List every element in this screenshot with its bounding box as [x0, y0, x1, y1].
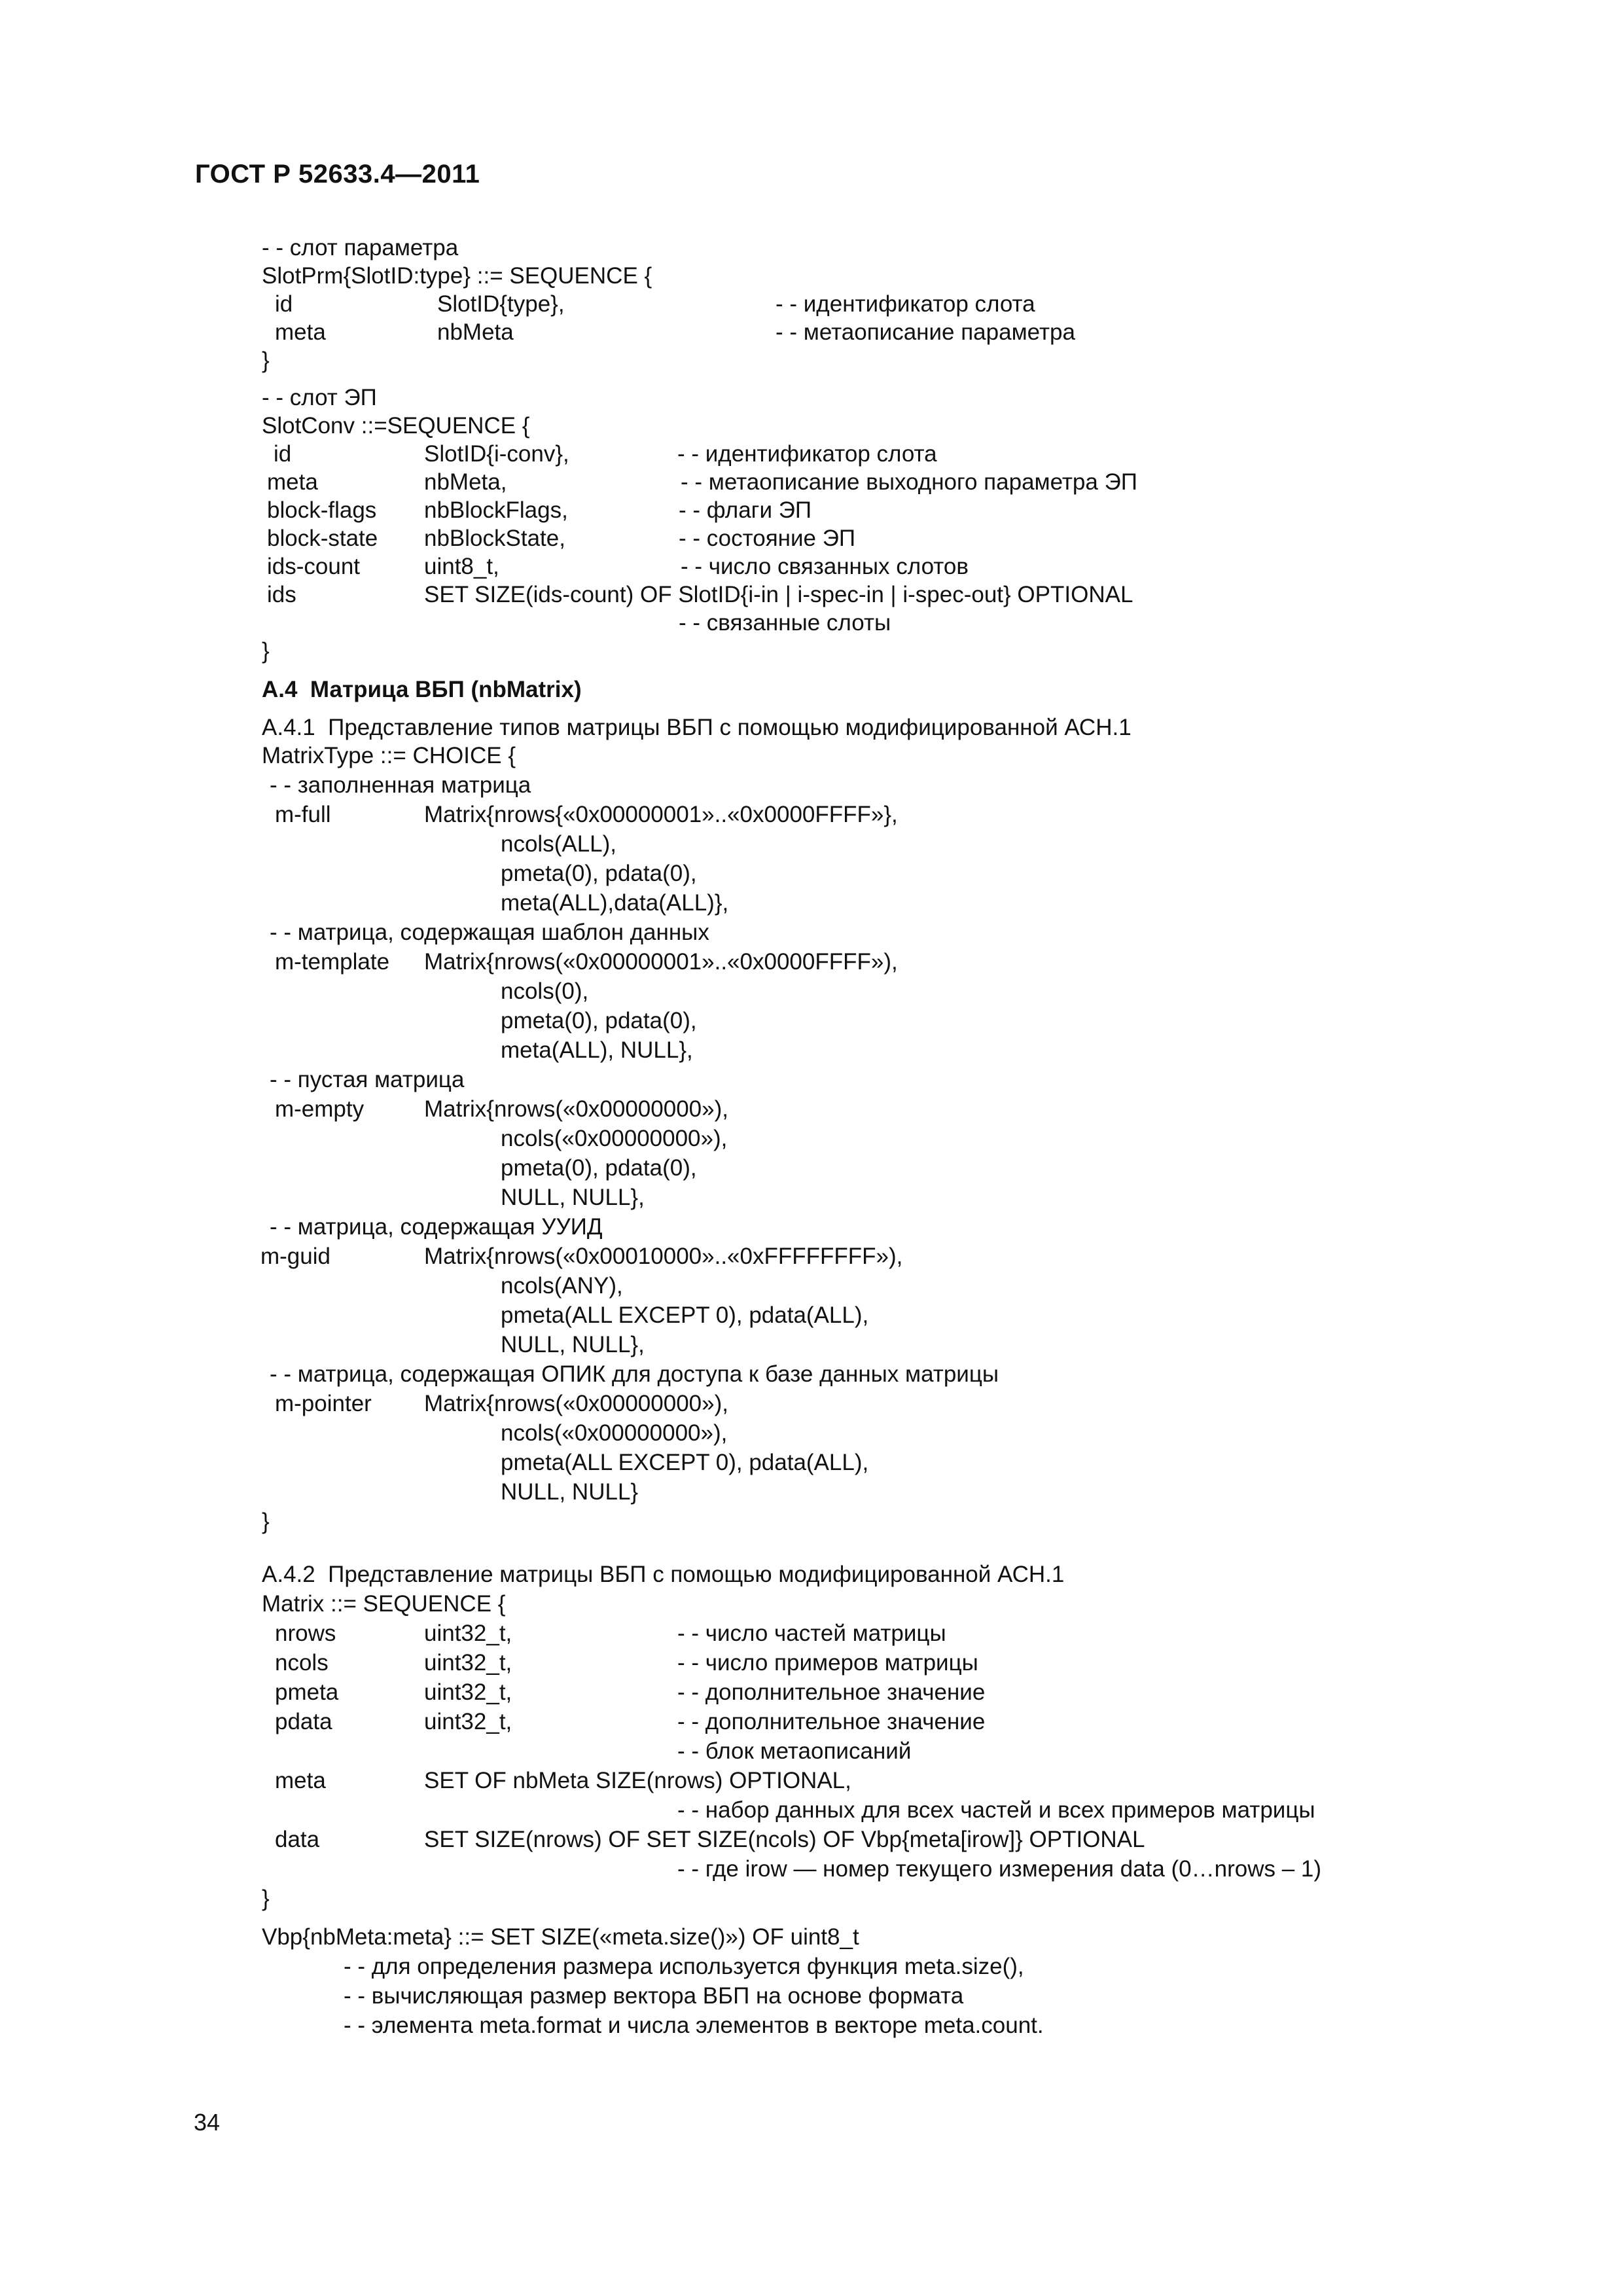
- listing-text: pmeta(ALL EXCEPT 0), pdata(ALL),: [501, 1302, 869, 1328]
- listing-text: - - флаги ЭП: [679, 497, 812, 523]
- listing-text: meta: [267, 469, 318, 495]
- listing-line: [0, 384, 1623, 412]
- listing-text: - - идентификатор слота: [776, 291, 1035, 317]
- listing-text: - - матрица, содержащая УУИД: [270, 1214, 603, 1240]
- listing-text: - - где irow — номер текущего измерения data (0…nrows – 1): [677, 1856, 1322, 1882]
- listing-line: [0, 1507, 1623, 1536]
- listing-text: nbBlockState,: [424, 526, 565, 551]
- listing-line: [0, 496, 1623, 525]
- listing-text: - - метаописание выходного параметра ЭП: [681, 469, 1137, 495]
- listing-text: meta(ALL),data(ALL)},: [501, 890, 729, 916]
- listing-line: [0, 524, 1623, 553]
- listing-text: ncols(ANY),: [501, 1273, 623, 1299]
- listing-line: [0, 830, 1623, 859]
- listing-line: [0, 800, 1623, 829]
- listing-line: [0, 1066, 1623, 1094]
- listing-line: [0, 1183, 1623, 1212]
- listing-text: Matrix{nrows(«0x00000001»..«0x0000FFFF»),: [424, 949, 898, 975]
- listing-line: [0, 1331, 1623, 1359]
- listing-text: pmeta(0), pdata(0),: [501, 1008, 697, 1033]
- listing-text: SlotPrm{SlotID:type} ::= SEQUENCE {: [262, 263, 652, 289]
- listing-text: }: [262, 638, 270, 664]
- listing-text: - - матрица, содержащая ОПИК для доступа к базе данных матрицы: [270, 1361, 999, 1387]
- listing-text: pmeta(0), pdata(0),: [501, 861, 697, 886]
- listing-text: }: [262, 1886, 270, 1911]
- listing-line: [0, 318, 1623, 347]
- listing-text: SET SIZE(nrows) OF SET SIZE(ncols) OF Vbp{meta[irow]} OPTIONAL: [424, 1827, 1145, 1852]
- listing-text: SlotID{type},: [437, 291, 565, 317]
- listing-line: [0, 412, 1623, 440]
- listing-text: NULL, NULL}: [501, 1479, 639, 1505]
- listing-text: ids-count: [267, 554, 361, 579]
- listing-line: [0, 1796, 1623, 1825]
- listing-line: [0, 742, 1623, 770]
- listing-text: - - дополнительное значение: [677, 1709, 986, 1734]
- listing-line: [0, 1448, 1623, 1477]
- listing-line: [0, 1390, 1623, 1418]
- listing-text: ncols(«0x00000000»),: [501, 1420, 728, 1446]
- listing-text: - - заполненная матрица: [270, 772, 531, 798]
- listing-text: pmeta(ALL EXCEPT 0), pdata(ALL),: [501, 1450, 869, 1475]
- listing-text: - - элемента meta.format и числа элементов в векторе meta.count.: [344, 2013, 1044, 2038]
- listing-line: [0, 1301, 1623, 1330]
- listing-text: uint32_t,: [424, 1650, 512, 1676]
- listing-line: [0, 771, 1623, 800]
- listing-line: [0, 1649, 1623, 1677]
- listing-line: [0, 262, 1623, 291]
- listing-text: }: [262, 1509, 270, 1534]
- listing-text: - - число примеров матрицы: [677, 1650, 978, 1676]
- listing-line: [0, 977, 1623, 1006]
- listing-line: [0, 440, 1623, 469]
- listing-text: block-state: [267, 526, 378, 551]
- listing-text: m-empty: [275, 1096, 365, 1122]
- listing-text: m-pointer: [275, 1391, 372, 1416]
- listing-text: nbBlockFlags,: [424, 497, 568, 523]
- listing-line: [0, 581, 1623, 609]
- listing-text: data: [275, 1827, 320, 1852]
- listing-text: А.4 Матрица ВБП (nbMatrix): [262, 677, 582, 702]
- listing-text: - - блок метаописаний: [677, 1738, 912, 1764]
- listing-text: А.4.2 Представление матрицы ВБП с помощью модифицированной АСН.1: [262, 1562, 1065, 1587]
- listing-line: [0, 609, 1623, 637]
- listing-line: [0, 1360, 1623, 1389]
- listing-line: [0, 1678, 1623, 1707]
- listing-line: [0, 2011, 1623, 2040]
- listing-line: [0, 1825, 1623, 1854]
- listing-line: [0, 290, 1623, 319]
- listing-text: NULL, NULL},: [501, 1185, 645, 1210]
- listing-text: pmeta: [275, 1679, 339, 1705]
- listing-text: - - матрица, содержащая шаблон данных: [270, 920, 709, 945]
- listing-line: [0, 1737, 1623, 1766]
- listing-line: [0, 918, 1623, 947]
- listing-text: meta(ALL), NULL},: [501, 1037, 693, 1063]
- listing-line: [0, 1154, 1623, 1183]
- listing-text: nrows: [275, 1621, 336, 1646]
- listing-line: [0, 552, 1623, 581]
- listing-text: ncols(«0x00000000»),: [501, 1126, 728, 1151]
- listing-line: [0, 948, 1623, 977]
- listing-text: - - набор данных для всех частей и всех примеров матрицы: [677, 1797, 1315, 1823]
- listing-text: pmeta(0), pdata(0),: [501, 1155, 697, 1181]
- listing-text: ncols(0),: [501, 978, 589, 1004]
- listing-text: - - число частей матрицы: [677, 1621, 946, 1646]
- listing-text: - - слот ЭП: [262, 385, 377, 410]
- listing-line: [0, 1952, 1623, 1981]
- listing-text: NULL, NULL},: [501, 1332, 645, 1357]
- listing-text: id: [274, 441, 292, 467]
- listing-line: [0, 1419, 1623, 1448]
- listing-text: Matrix{nrows(«0x00000000»),: [424, 1096, 728, 1122]
- listing-text: - - для определения размера используется функция meta.size(),: [344, 1954, 1024, 1979]
- listing-line: [0, 1560, 1623, 1589]
- listing-line: [0, 1124, 1623, 1153]
- listing-text: uint8_t,: [424, 554, 499, 579]
- listing-text: m-guid: [260, 1244, 330, 1269]
- listing-line: [0, 234, 1623, 262]
- listing-line: [0, 1767, 1623, 1795]
- section-heading: [0, 675, 1623, 704]
- listing-text: Matrix{nrows{«0x00000001»..«0x0000FFFF»},: [424, 802, 898, 827]
- listing-line: [0, 1982, 1623, 2011]
- listing-text: nbMeta,: [424, 469, 507, 495]
- listing-text: Matrix{nrows(«0x00000000»),: [424, 1391, 728, 1416]
- listing-text: - - состояние ЭП: [679, 526, 856, 551]
- listing-text: uint32_t,: [424, 1709, 512, 1734]
- listing-text: SET SIZE(ids-count) OF SlotID{i-in | i-spec-in | i-spec-out} OPTIONAL: [424, 582, 1133, 607]
- listing-text: - - связанные слоты: [679, 610, 891, 636]
- listing-line: [0, 346, 1623, 375]
- listing-text: id: [275, 291, 293, 317]
- listing-text: pdata: [275, 1709, 332, 1734]
- listing-text: uint32_t,: [424, 1679, 512, 1705]
- listing-text: - - слот параметра: [262, 235, 459, 260]
- listing-text: m-full: [275, 802, 331, 827]
- listing-text: meta: [275, 1768, 326, 1793]
- listing-line: [0, 859, 1623, 888]
- listing-text: Vbp{nbMeta:meta} ::= SET SIZE(«meta.size()») OF uint8_t: [262, 1924, 859, 1950]
- listing-line: [0, 1884, 1623, 1913]
- listing-line: [0, 889, 1623, 918]
- listing-line: [0, 637, 1623, 666]
- listing-text: - - дополнительное значение: [677, 1679, 986, 1705]
- listing-text: - - вычисляющая размер вектора ВБП на основе формата: [344, 1983, 964, 2009]
- listing-text: ncols(ALL),: [501, 831, 617, 857]
- listing-line: [0, 1007, 1623, 1035]
- listing-text: SlotConv ::=SEQUENCE {: [262, 413, 530, 439]
- listing-text: А.4.1 Представление типов матрицы ВБП с помощью модифицированной АСН.1: [262, 715, 1132, 740]
- listing-text: - - метаописание параметра: [776, 319, 1075, 345]
- listing-line: [0, 1095, 1623, 1124]
- listing-text: Matrix ::= SEQUENCE {: [262, 1591, 506, 1617]
- listing-text: nbMeta: [437, 319, 514, 345]
- listing-text: ids: [267, 582, 296, 607]
- listing-line: [0, 468, 1623, 497]
- page-number: 34: [194, 2109, 221, 2136]
- listing-text: Matrix{nrows(«0x00010000»..«0xFFFFFFFF»),: [424, 1244, 903, 1269]
- listing-text: MatrixType ::= CHOICE {: [262, 743, 516, 768]
- listing-line: [0, 1242, 1623, 1271]
- document-header: ГОСТ Р 52633.4—2011: [195, 160, 480, 188]
- listing-line: [0, 1478, 1623, 1507]
- listing-line: [0, 1708, 1623, 1736]
- listing-line: [0, 1590, 1623, 1619]
- listing-line: [0, 1272, 1623, 1300]
- listing-text: - - пустая матрица: [270, 1067, 465, 1092]
- listing-line: [0, 1036, 1623, 1065]
- listing-text: ncols: [275, 1650, 329, 1676]
- listing-line: [0, 1213, 1623, 1242]
- listing-text: block-flags: [267, 497, 377, 523]
- listing-text: SET OF nbMeta SIZE(nrows) OPTIONAL,: [424, 1768, 851, 1793]
- listing-text: meta: [275, 319, 326, 345]
- listing-text: - - число связанных слотов: [681, 554, 969, 579]
- listing-text: m-template: [275, 949, 390, 975]
- listing-text: uint32_t,: [424, 1621, 512, 1646]
- listing-text: SlotID{i-conv},: [424, 441, 569, 467]
- listing-text: - - идентификатор слота: [677, 441, 937, 467]
- listing-text: }: [262, 348, 270, 373]
- listing-line: [0, 1923, 1623, 1952]
- listing-line: [0, 1619, 1623, 1648]
- listing-line: [0, 713, 1623, 742]
- listing-line: [0, 1855, 1623, 1884]
